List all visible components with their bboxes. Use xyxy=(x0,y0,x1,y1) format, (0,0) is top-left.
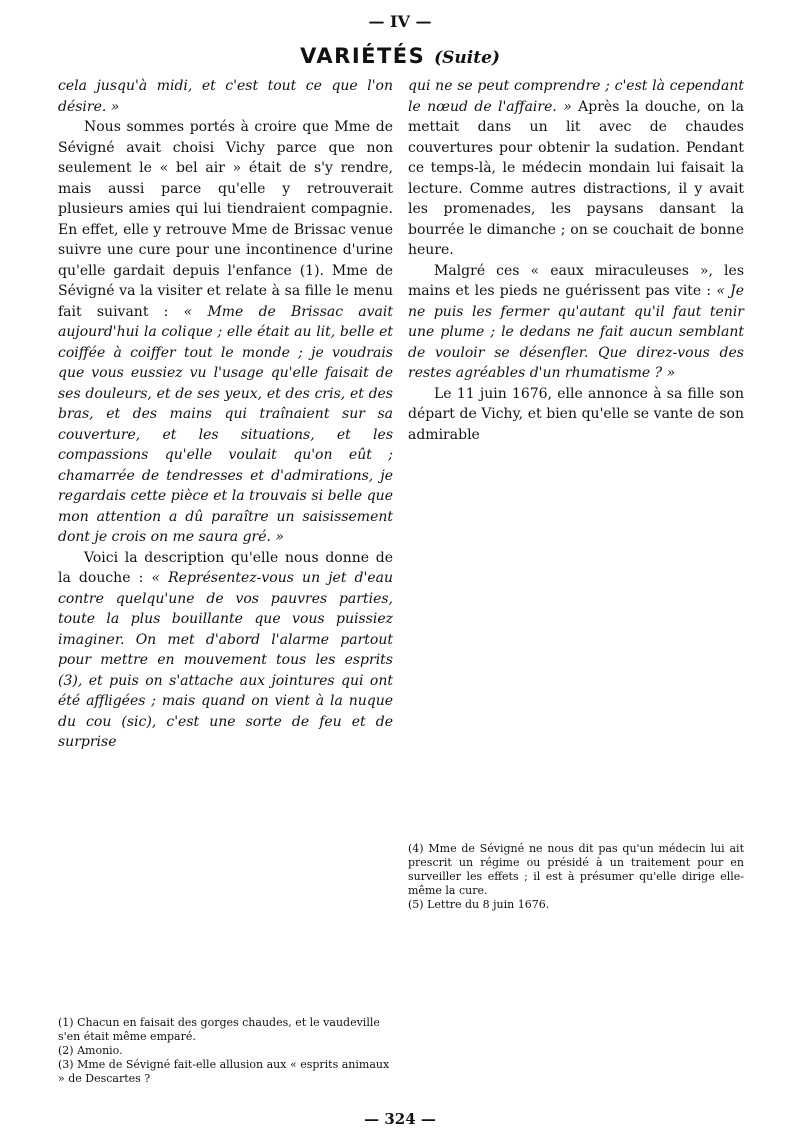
left-paragraph-2-text: Nous sommes portés à croire que Mme de Sévigné avait choisi Vichy parce que non seulement le « bel air » était de s'y rendre, mais aussi parce qu'elle y retrouverait plusieurs amies qui lui tiendraient compagnie. En effet, elle y retrouve Mme de Brissac venue suivre une cure pour une incontinence d'urine qu'elle gardait depuis l'enfance (1). Mme de Sévigné va la visiter et relate à sa fille le menu fait suivant : xyxy=(58,119,393,320)
left-paragraph-2 xyxy=(58,117,393,548)
footnote-1: (1) Chacun en faisait des gorges chaudes, et le vaudeville s'en était même emparé. xyxy=(58,1016,380,1043)
right-paragraph-1-text: Après la douche, on la mettait dans un lit avec de chaudes couvertures pour obtenir la sudation. Pendant ce temps-là, le médecin mondain lui faisait la lecture. Comme autres distractions, il y avait les promenades, les paysans dansant la bourrée le dimanche ; on se couchait de bonne heure. xyxy=(408,98,745,258)
left-column xyxy=(58,76,393,753)
right-paragraph-4-quote: « Je ne puis les fermer qu'autant qu'il faut tenir une plume ; le dedans ne fait aucun semblant de vouloir se désenfler. Que direz-vous des restes agréables d'un rhumatisme ? » xyxy=(408,283,745,381)
right-column xyxy=(408,76,744,445)
page-number: — 324 — xyxy=(364,1110,436,1128)
footnote-5: (5) Lettre du 8 juin 1676. xyxy=(408,898,550,911)
left-paragraph-4 xyxy=(58,548,393,753)
section-title-text: VARIÉTÉS xyxy=(300,44,426,68)
right-footnotes xyxy=(408,842,744,912)
right-paragraph-4 xyxy=(408,261,744,384)
footnote-4: (4) Mme de Sévigné ne nous dit pas qu'un médecin lui ait prescrit un régime ou présidé à un traitement pour en surveiller les effets ; il est à présumer qu'elle dirige elle-même la cure. xyxy=(408,842,744,897)
left-footnotes xyxy=(58,1016,393,1086)
left-paragraph-4-text: Voici la description qu'elle nous donne de la douche : xyxy=(58,549,393,586)
footnote-3: (3) Mme de Sévigné fait-elle allusion aux « esprits animaux » de Descartes ? xyxy=(58,1058,390,1085)
page-roman-number: — IV — xyxy=(368,12,432,31)
right-paragraph-1-quote: qui ne se peut comprendre ; c'est là cependant le nœud de l'affaire. » xyxy=(408,78,744,115)
footnote-2: (2) Amonio. xyxy=(58,1044,123,1057)
right-paragraph-5: Le 11 juin 1676, elle annonce à sa fille son départ de Vichy, et bien qu'elle se vante de son admirable xyxy=(408,385,744,443)
right-paragraph-1 xyxy=(408,76,744,261)
section-title xyxy=(0,44,800,68)
left-paragraph-1: cela jusqu'à midi, et c'est tout ce que l'on désire. » xyxy=(58,78,393,115)
left-paragraph-2-quote: « Mme de Brissac avait aujourd'hui la colique ; elle était au lit, belle et coiffée à coiffer tout le monde ; je voudrais que vous eussiez vu l'usage qu'elle faisait de ses douleurs, et de ses yeux, et des cris, et des bras, et des mains qui traînaient sur sa couverture, et les situations, et les compassions qu'elle voulait qu'on eût ; chamarrée de tendresses et d'admirations, je regardais cette pièce et la trouvais si belle que mon attention a dû paraître un saisissement dont je crois on me saura gré. » xyxy=(58,303,394,545)
left-paragraph-4-quote: « Représentez-vous un jet d'eau contre quelqu'une de vos pauvres parties, toute la plus bouillante que vous puissiez imaginer. On met d'abord l'alarme partout pour mettre en mouvement tous les esprits (3), et puis on s'attache aux jointures qui ont été affligées ; mais quand on vient à la nuque du cou (sic), c'est une sorte de feu et de surprise xyxy=(58,570,394,750)
right-paragraph-4-text: Malgré ces « eaux miraculeuses », les mains et les pieds ne guérissent pas vite : xyxy=(408,262,744,299)
section-title-suite: (Suite) xyxy=(434,48,500,68)
